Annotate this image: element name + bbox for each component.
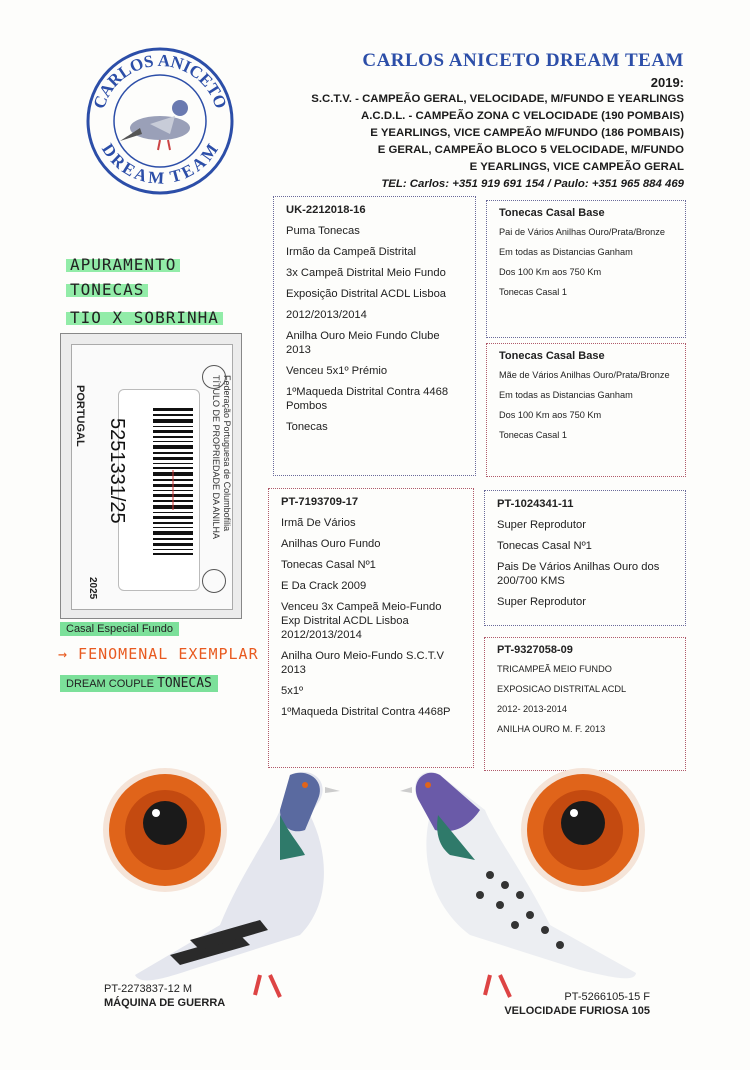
sire-box: UK-2212018-16 Puma Tonecas Irmão da Campeã Distrital 3x Campeã Distrital Meio Fundo Exposição Distrital ACDL Lisboa 2012/2013/2014 Anilha Ouro Meio Fundo Clube 2013 Venceu 5x1º Prémio 1ºMaqueda Distrital Contra 4468 Pombos Tonecas — [273, 196, 476, 476]
pigeon-male-icon — [130, 755, 360, 1005]
handwritten-note: APURAMENTO — [66, 255, 180, 274]
barcode — [118, 389, 200, 591]
team-title: CARLOS ANICETO DREAM TEAM — [362, 50, 684, 71]
achievement-line: E YEARLINGS, VICE CAMPEÃO GERAL — [469, 161, 684, 173]
right-ring: PT-5266105-15 F — [564, 991, 650, 1003]
federation-text: Federação Portuguesa de Columbofilia TÍTULO DE PROPRIEDADE DA ANILHA — [211, 375, 232, 540]
ring-certificate — [60, 333, 242, 619]
achievement-line: A.C.D.L. - CAMPEÃO ZONA C VELOCIDADE (190 POMBAIS) — [361, 110, 684, 122]
dam-sire-box: PT-1024341-11 Super Reprodutor Tonecas Casal Nº1 Pais De Vários Anilhas Ouro dos 200/700 KMS Super Reprodutor — [484, 490, 686, 626]
achievement-line: S.C.T.V. - CAMPEÃO GERAL, VELOCIDADE, M/FUNDO E YEARLINGS — [311, 93, 684, 105]
certificate-year: 2025 — [87, 577, 98, 600]
dam-box: PT-7193709-17 Irmã De Vários Anilhas Ouro Fundo Tonecas Casal Nº1 E Da Crack 2009 Venceu 3x Campeã Meio-Fundo Exp Distrital ACDL Lisboa 2012/2013/2014 Anilha Ouro Meio-Fundo S.C.T.V 2013 5x1º 1ºMaqueda Distrital Contra 4468P — [268, 488, 474, 768]
right-pigeon-caption — [504, 990, 650, 1018]
sire-sire-box: Tonecas Casal Base Pai de Vários Anilhas Ouro/Prata/Bronze Em todas as Distancias Ganham Dos 100 Km aos 750 Km Tonecas Casal 1 — [486, 200, 686, 338]
sire-ring: UK-2212018-16 — [286, 204, 366, 216]
fenomenal-note: → FENOMENAL EXEMPLAR — [58, 645, 259, 663]
handwritten-note: TONECAS — [66, 280, 148, 299]
pigeon-female-icon — [400, 755, 640, 1005]
contact-line: TEL: Carlos: +351 919 691 154 / Paulo: +351 965 884 469 — [381, 178, 684, 190]
logo-top-text: CARLOS ANICETO — [89, 50, 231, 112]
ring-number: 5251331/25 — [106, 418, 128, 524]
certificate-card — [71, 344, 233, 610]
dam-dam-box: PT-9327058-09 TRICAMPEÃ MEIO FUNDO EXPOSICAO DISTRITAL ACDL 2012- 2013-2014 ANILHA OURO M. F. 2013 — [484, 637, 686, 771]
year-label: 2019: — [650, 75, 684, 90]
achievements-block — [264, 74, 684, 193]
dream-couple-label: DREAM COUPLE TONECAS — [60, 675, 218, 692]
federation-emblem-icon — [202, 365, 226, 389]
left-ring: PT-2273837-12 M — [104, 983, 193, 995]
handwritten-note: TIO X SOBRINHA — [66, 308, 223, 327]
right-name: VELOCIDADE FURIOSA 105 — [504, 1005, 650, 1017]
country-label: PORTUGAL — [74, 385, 86, 447]
svg-text:DREAM TEAM — [98, 140, 222, 188]
casal-label: Casal Especial Fundo — [60, 622, 179, 636]
svg-text:CARLOS ANICETO — [89, 51, 230, 111]
sire-dam-box: Tonecas Casal Base Mãe de Vários Anilhas Ouro/Prata/Bronze Em todas as Distancias Ganham Dos 100 Km aos 750 Km Tonecas Casal 1 — [486, 343, 686, 477]
club-logo — [80, 46, 240, 196]
left-pigeon-caption — [104, 982, 225, 1010]
achievement-line: E YEARLINGS, VICE CAMPEÃO M/FUNDO (186 POMBAIS) — [370, 127, 684, 139]
achievement-line: E GERAL, CAMPEÃO BLOCO 5 VELOCIDADE, M/FUNDO — [377, 144, 684, 156]
seal-icon — [202, 569, 226, 593]
logo-bottom-text: DREAM TEAM — [98, 140, 222, 188]
barcode-icon — [119, 390, 199, 590]
pigeon-icon — [120, 100, 190, 150]
left-name: MÁQUINA DE GUERRA — [104, 997, 226, 1009]
